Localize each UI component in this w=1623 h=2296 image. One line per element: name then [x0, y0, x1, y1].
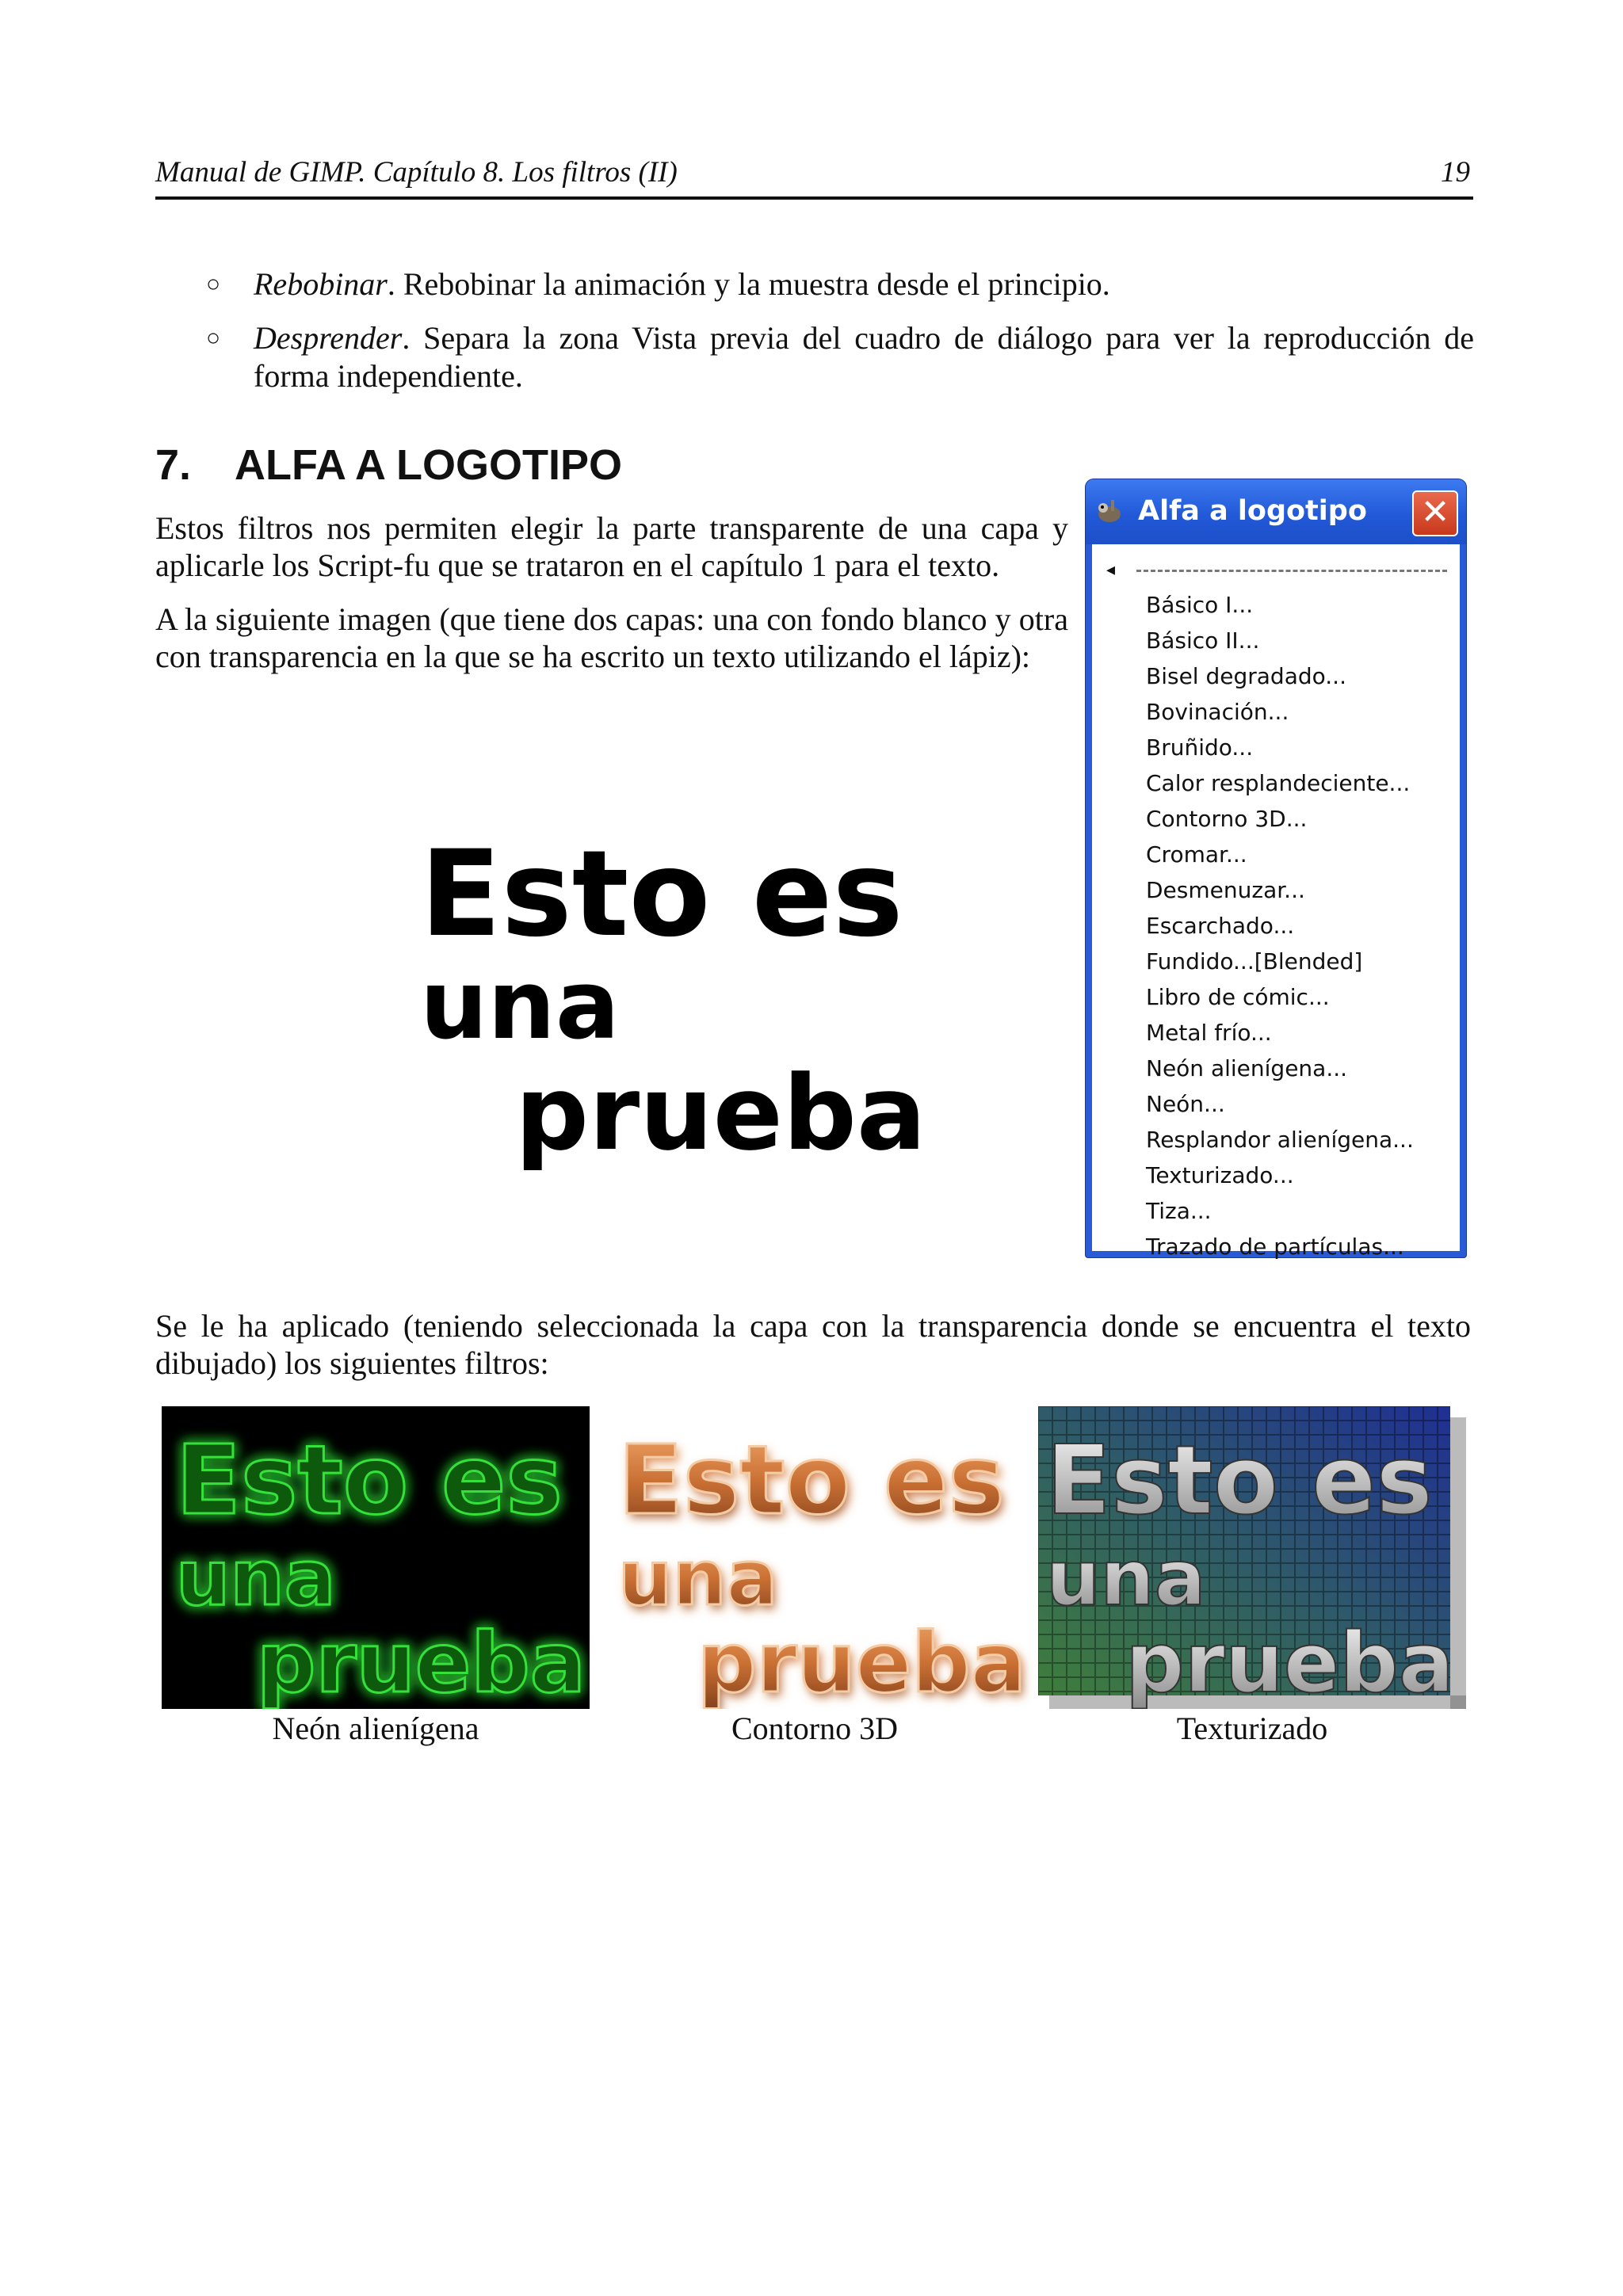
sample-line-3: prueba — [515, 1053, 926, 1173]
bullet-circle-icon: ○ — [206, 271, 221, 297]
close-button[interactable]: ✕ — [1412, 490, 1458, 536]
neon-alienigena-preview — [162, 1406, 590, 1709]
bullet-term: Desprender — [254, 320, 403, 356]
bullet-text: . Separa la zona Vista previa del cuadro de diálogo para ver la reproducción de forma independiente. — [254, 320, 1474, 394]
neon-line-2: una — [176, 1534, 336, 1623]
texturizado-line-1: Esto es — [1046, 1426, 1433, 1536]
bullet-text: . Rebobinar la animación y la muestra desde el principio. — [387, 266, 1110, 302]
menu-item[interactable]: Texturizado... — [1146, 1162, 1294, 1188]
menu-item[interactable]: Fundido...[Blended] — [1146, 948, 1363, 974]
caption-texturizado: Texturizado — [1176, 1711, 1328, 1746]
paragraph: Estos filtros nos permiten elegir la parte transparente de una capa y aplicarle los Script-fu que se trataron en el capítulo 1 para el texto. — [155, 510, 1068, 583]
dialog-menu — [1092, 544, 1460, 1260]
texturizado-line-3: prueba — [1125, 1615, 1454, 1709]
section-heading — [155, 441, 622, 490]
menu-item[interactable]: Escarchado... — [1146, 913, 1295, 939]
contorno-3d-preview — [610, 1406, 1038, 1709]
section-number: 7. — [155, 441, 192, 489]
running-header-title: Manual de GIMP. Capítulo 8. Los filtros (II) — [155, 156, 678, 189]
header-rule — [155, 196, 1473, 200]
menu-item[interactable]: Neón... — [1146, 1091, 1225, 1117]
alfa-a-logotipo-dialog — [1086, 479, 1466, 1260]
caption-contorno-3d: Contorno 3D — [731, 1711, 898, 1746]
bullet-term: Rebobinar — [254, 266, 388, 302]
menu-item[interactable]: Trazado de partículas... — [1146, 1234, 1404, 1260]
texturizado-preview — [1038, 1406, 1466, 1709]
caption-neon-alienigena: Neón alienígena — [272, 1711, 479, 1746]
texturizado-line-2: una — [1046, 1534, 1206, 1623]
menu-item[interactable]: Calor resplandeciente... — [1146, 770, 1411, 796]
bullet-item — [206, 319, 1474, 395]
dialog-titlebar[interactable] — [1086, 479, 1466, 544]
bullet-item — [206, 265, 1474, 303]
menu-item[interactable]: Tiza... — [1146, 1198, 1212, 1224]
neon-line-1: Esto es — [176, 1426, 563, 1536]
menu-item[interactable]: Metal frío... — [1146, 1020, 1272, 1046]
contorno-line-2: una — [618, 1534, 778, 1623]
menu-item[interactable]: Neón alienígena... — [1146, 1055, 1348, 1081]
menu-item[interactable]: Contorno 3D... — [1146, 806, 1308, 832]
bullet-circle-icon: ○ — [206, 325, 221, 351]
menu-tearoff[interactable] — [1106, 560, 1447, 580]
contorno-line-1: Esto es — [618, 1426, 1005, 1536]
menu-item[interactable]: Bisel degradado... — [1146, 663, 1346, 689]
menu-item[interactable]: Resplandor alienígena... — [1146, 1127, 1414, 1153]
paragraph: A la siguiente imagen (que tiene dos capas: una con fondo blanco y otra con transparencia en la que se ha escrito un texto utilizando el lápiz): — [155, 601, 1068, 674]
menu-item[interactable]: Libro de cómic... — [1146, 984, 1330, 1010]
tearoff-dashed-line — [1136, 570, 1447, 572]
handwritten-sample-image — [412, 800, 951, 1188]
menu-item[interactable]: Básico II... — [1146, 627, 1260, 654]
paragraph: Se le ha aplicado (teniendo seleccionada la capa con la transparencia donde se encuentra el texto dibujado) los siguientes filtros: — [155, 1308, 1471, 1381]
sample-line-2: una — [420, 951, 620, 1061]
tearoff-arrow-icon: ◂ — [1106, 560, 1116, 580]
menu-item[interactable]: Desmenuzar... — [1146, 877, 1305, 903]
menu-item[interactable]: Básico I... — [1146, 592, 1254, 618]
dialog-title: Alfa a logotipo — [1138, 495, 1367, 527]
contorno-line-3: prueba — [697, 1615, 1026, 1709]
menu-item[interactable]: Bruñido... — [1146, 734, 1254, 761]
section-title: ALFA A LOGOTIPO — [235, 441, 622, 489]
menu-item[interactable]: Cromar... — [1146, 841, 1247, 868]
sample-line-1: Esto es — [420, 826, 903, 963]
neon-line-3: prueba — [257, 1615, 586, 1709]
gimp-wilber-icon — [1092, 495, 1124, 527]
menu-item[interactable]: Bovinación... — [1146, 699, 1289, 725]
page-number: 19 — [1441, 156, 1470, 189]
